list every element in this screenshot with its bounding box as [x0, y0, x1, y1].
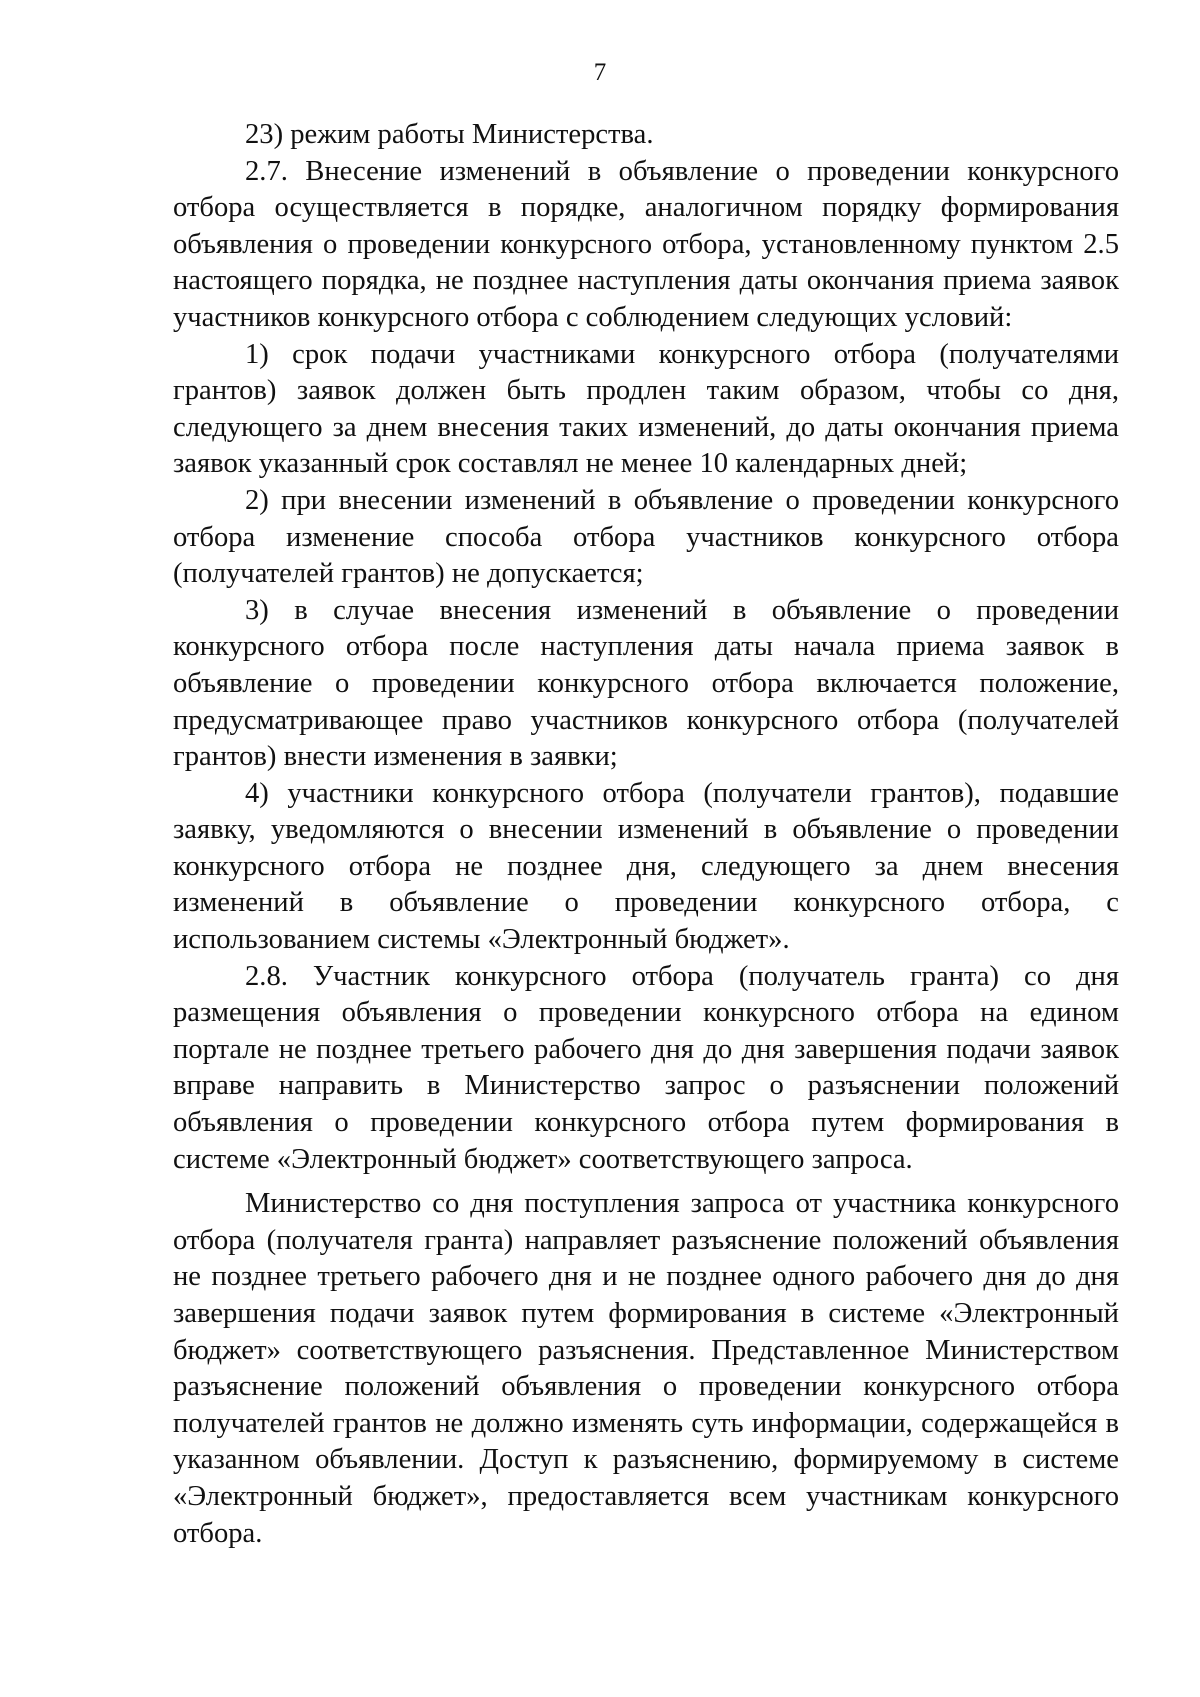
paragraph-condition-1: 1) срок подачи участниками конкурсного отбора (получателями грантов) заявок должен быть продлен таким образом, чтобы со дня, следующего за днем внесения таких изменений, до даты окончания приема заявок указанный срок составлял не менее 10 календарных дней;	[173, 338, 1119, 480]
page-number: 7	[593, 59, 607, 86]
paragraph-ministry-response: Министерство со дня поступления запроса от участника конкурсного отбора (получателя гранта) направляет разъяснение положений объявления не позднее третьего рабочего дня и не позднее одного рабочего дня до дня завершения подачи заявок путем формирования в системе «Электронный бюджет» соответствующего разъяснения. Представленное Министерством разъяснение положений объявления о проведении конкурсного отбора получателей грантов не должно изменять суть информации, содержащейся в указанном объявлении. Доступ к разъяснению, формируемому в системе «Электронный бюджет», предоставляется всем участникам конкурсного отбора.	[173, 1188, 1119, 1549]
paragraph-condition-4: 4) участники конкурсного отбора (получатели грантов), подавшие заявку, уведомляются о внесении изменений в объявление о проведении конкурсного отбора не позднее дня, следующего за днем внесения изменений в объявление о проведении конкурсного отбора, с использованием системы «Электронный бюджет».	[173, 777, 1119, 956]
paragraph-condition-3: 3) в случае внесения изменений в объявление о проведении конкурсного отбора после наступления даты начала приема заявок в объявление о проведении конкурсного отбора включается положение, предусматривающее право участников конкурсного отбора (получателей грантов) внести изменения в заявки;	[173, 594, 1119, 773]
paragraph-2-8: 2.8. Участник конкурсного отбора (получатель гранта) со дня размещения объявления о проведении конкурсного отбора на едином портале не позднее третьего рабочего дня до дня завершения подачи заявок вправе направить в Министерство запрос о разъяснении положений объявления о проведении конкурсного отбора путем формирования в системе «Электронный бюджет» соответствующего запроса.	[173, 960, 1119, 1175]
paragraph-item-23: 23) режим работы Министерства.	[245, 119, 654, 150]
paragraph-2-7: 2.7. Внесение изменений в объявление о проведении конкурсного отбора осуществляется в порядке, аналогичном порядку формирования объявления о проведении конкурсного отбора, установленному пунктом 2.5 настоящего порядка, не позднее наступления даты окончания приема заявок участников конкурсного отбора с соблюдением следующих условий:	[173, 155, 1119, 333]
document-body	[173, 117, 1119, 1552]
paragraph-condition-2: 2) при внесении изменений в объявление о проведении конкурсного отбора изменение способа отбора участников конкурсного отбора (получателей грантов) не допускается;	[173, 484, 1119, 590]
